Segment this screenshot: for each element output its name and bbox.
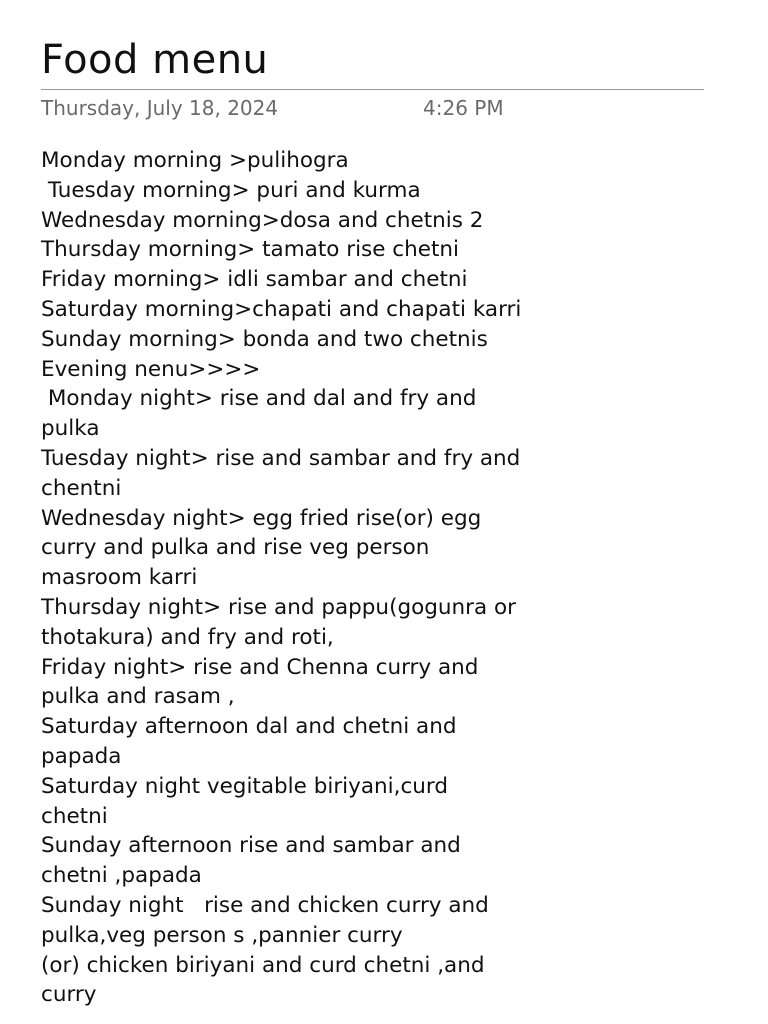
note-line: Saturday night vegitable biriyani,curd xyxy=(41,773,449,799)
note-line: (or) chicken biriyani and curd chetni ,and xyxy=(41,952,485,978)
note-line: pulka and rasam , xyxy=(41,684,235,710)
note-line: papada xyxy=(41,743,122,769)
note-line: Friday night> rise and Chenna curry and xyxy=(41,654,479,680)
note-time: 4:26 PM xyxy=(423,96,504,120)
note-line: Monday night> rise and dal and fry and xyxy=(41,386,477,412)
note-line: chetni xyxy=(41,803,108,829)
note-line: Evening nenu>>>> xyxy=(41,356,261,382)
note-line: chentni xyxy=(41,475,122,501)
note-line: Wednesday morning>dosa and chetnis 2 xyxy=(41,207,484,233)
note-line: pulka xyxy=(41,416,100,442)
note-line: Thursday night> rise and pappu(gogunra or xyxy=(41,594,516,620)
note-line: Sunday night rise and chicken curry and xyxy=(41,892,489,918)
note-line: Tuesday night> rise and sambar and fry and xyxy=(41,445,521,471)
note-line: masroom karri xyxy=(41,565,198,591)
note-line: Tuesday morning> puri and kurma xyxy=(41,177,421,203)
note-line: Friday morning> idli sambar and chetni xyxy=(41,267,468,293)
note-line: curry and pulka and rise veg person xyxy=(41,535,430,561)
title-divider xyxy=(41,89,704,90)
note-line: Saturday morning>chapati and chapati karri xyxy=(41,296,522,322)
note-line: thotakura) and fry and roti, xyxy=(41,624,334,650)
note-line: Sunday morning> bonda and two chetnis xyxy=(41,326,488,352)
note-line: Sunday afternoon rise and sambar and xyxy=(41,833,461,859)
note-line: Monday morning >pulihogra xyxy=(41,148,349,173)
page-title: Food menu xyxy=(41,37,269,83)
note-line: Wednesday night> egg fried rise(or) egg xyxy=(41,505,482,531)
note-line: Thursday morning> tamato rise chetni xyxy=(41,237,460,263)
note-body[interactable] xyxy=(41,146,731,1010)
note-date: Thursday, July 18, 2024 xyxy=(41,96,279,120)
note-line: curry xyxy=(41,982,97,1008)
note-line: chetni ,papada xyxy=(41,863,202,889)
note-line: Saturday afternoon dal and chetni and xyxy=(41,714,457,740)
note-line: pulka,veg person s ,pannier curry xyxy=(41,922,403,948)
